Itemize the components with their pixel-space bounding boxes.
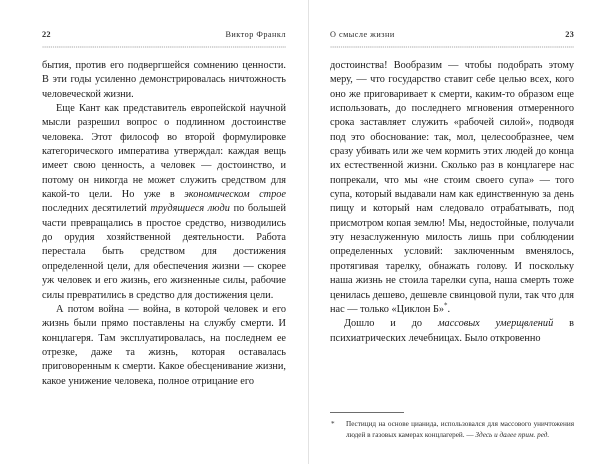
footnote-reference[interactable]: * [444,301,448,310]
paragraph [330,317,574,346]
paragraph [330,59,574,317]
paragraph [42,59,286,102]
right-page-running-title: О смысле жизни [330,30,395,39]
left-page-header-rule [42,46,286,48]
body-text-run: бытия, против его подвергшейся сомнению ценности. В эти годы усиленно демонстрировалась ничтожность человеческой жизни. [42,60,286,100]
body-text-run: последних десятилетий [42,203,151,215]
body-text-run: достоинства! Вообразим — чтобы подобрать этому меру, — что государство ставит себе целью всех, кого оно же приговаривает к смерти, каким-то образом еще использовать, до последнего мгновения отмеренного срока заставляет служить «рабочей силой», подводя под это обоснование: так, мол, целесообразнее, чем сразу убивать или же чем кормить этих людей до конца их естественной жизни. Сколько раз в концлагере нас попрекали, что мы «не стоим своего супа» — того супа, который выдавали нам как единственную за день пищу и который нам следовало отрабатывать, под присмотром копая землю! Мы, недостойные, получали эту незаслуженную милость лишь при соблюдении определенных условий: заключенным вменялось, протягивая тарелку, обнажать голову. И поскольку наша жизнь не стоила тарелки супа, наша смерть тоже ценилась дешево, дешевле свинцовой пули, так что для нас — только «Циклон Б» [330,60,574,315]
left-page-body-text [42,59,286,389]
body-text-run: по большей части превращались в простое средство, низводились до орудия хозяйственной деятельности. Работа перестала быть средством для достижения определенной цели, для обеспечения жизни — скорее уж человек и его жизнь, его жизненные силы, рабочие силы превратились в средство для достижения цели. [42,203,286,301]
body-text-run: в психиатрических лечебницах. Было откровенно [330,318,574,344]
paragraph [42,102,286,303]
right-page-folio: 23 [565,30,574,39]
paragraph [42,303,286,389]
body-text-run: Пестицид на основе цианида, использовался для массового уничтожения людей в газовых камерах концлагерей. — [346,420,574,439]
emphasis-text: Здесь и далее прим. ред. [475,430,550,439]
footnote-body [346,420,574,438]
right-page-running-head [330,30,574,43]
body-text-run: Еще Кант как представитель европейской научной мысли разрешил вопрос о подлинном достоинстве человека. Этот философ во второй формулировке категорического императива утверждал: каждая вещь имеет свою ценность, а человек — достоинство, и потому он никогда не может служить средством для какой-то цели. Но уже в [42,103,286,201]
emphasis-text: экономическом строе [184,189,286,201]
right-page-header-rule [330,46,574,48]
left-page-running-title: Виктор Франкл [225,30,286,39]
emphasis-text: массовых умерщвлений [437,318,554,330]
left-page-running-head [42,30,286,43]
footnote-text [330,419,574,440]
body-text-run: Дошло и до [344,318,438,330]
right-page [308,0,616,464]
footnote-marker: * [331,420,335,429]
right-page-body-text [330,59,574,346]
footnote-block [330,412,574,440]
left-page-folio: 22 [42,30,51,39]
footnote-separator-rule [330,412,404,413]
body-text-run: . [447,303,451,315]
body-text-run: А потом война — война, в которой человек и его жизнь были прямо поставлены на службу смерти. И концлагеря. Там эксплуатировалась, на последнем ее отрезке, даже та жизнь, которая оставалась приговоренным к смерти. Какое обесценивание жизни, какое унижение человека, полное отрицание его [42,303,286,387]
emphasis-text: трудящиеся люди [150,203,230,215]
